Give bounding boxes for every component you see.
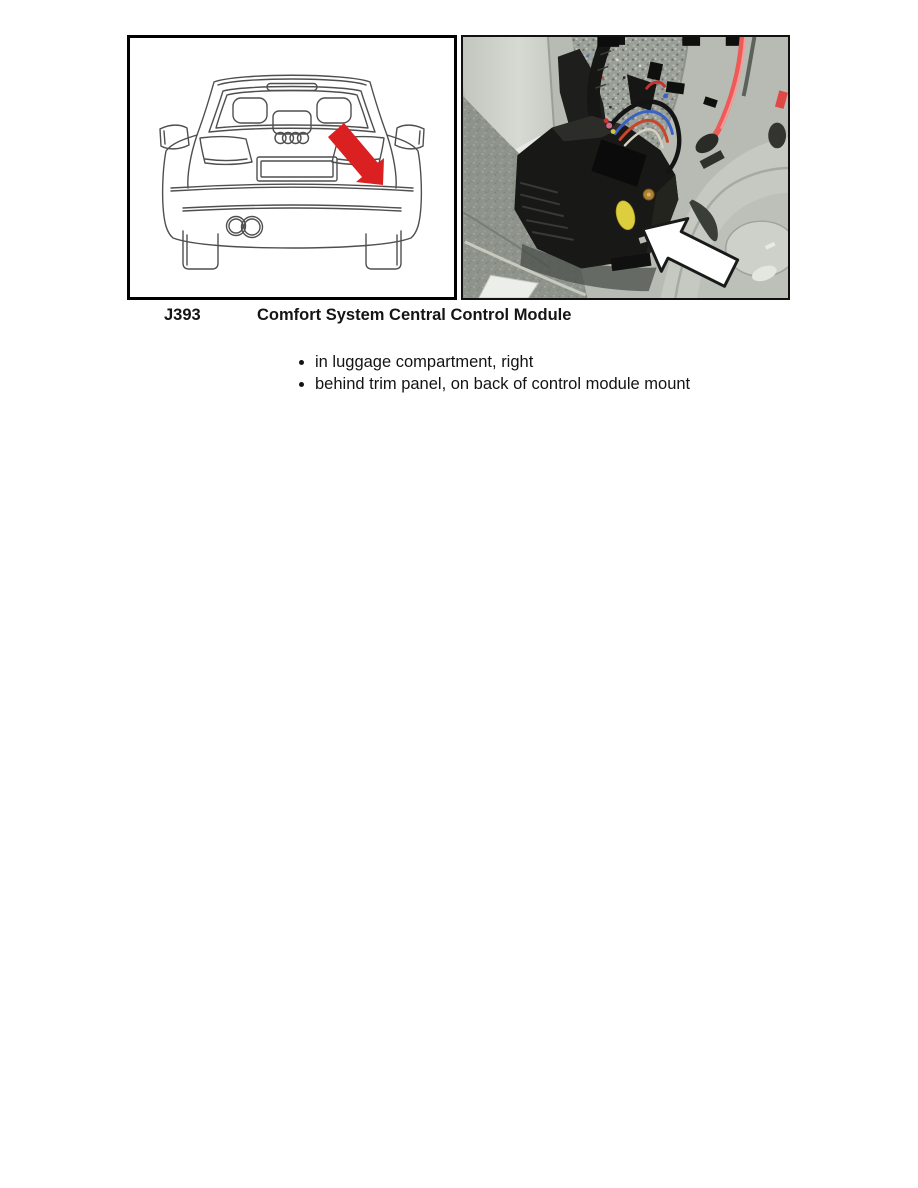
component-title: Comfort System Central Control Module: [257, 306, 572, 324]
location-note: • behind trim panel, on back of control module mount: [315, 374, 693, 396]
car-rear-view-drawing: [130, 38, 454, 297]
location-notes-list: [293, 352, 693, 395]
figure-car-rear-location-diagram: [127, 35, 457, 300]
figure-control-module-photo: [461, 35, 790, 300]
control-module-photo: [463, 37, 788, 298]
component-heading: [0, 306, 918, 326]
component-code: J393: [164, 306, 201, 324]
car-line-art: [160, 75, 424, 269]
location-note: • in luggage compartment, right: [315, 352, 693, 374]
